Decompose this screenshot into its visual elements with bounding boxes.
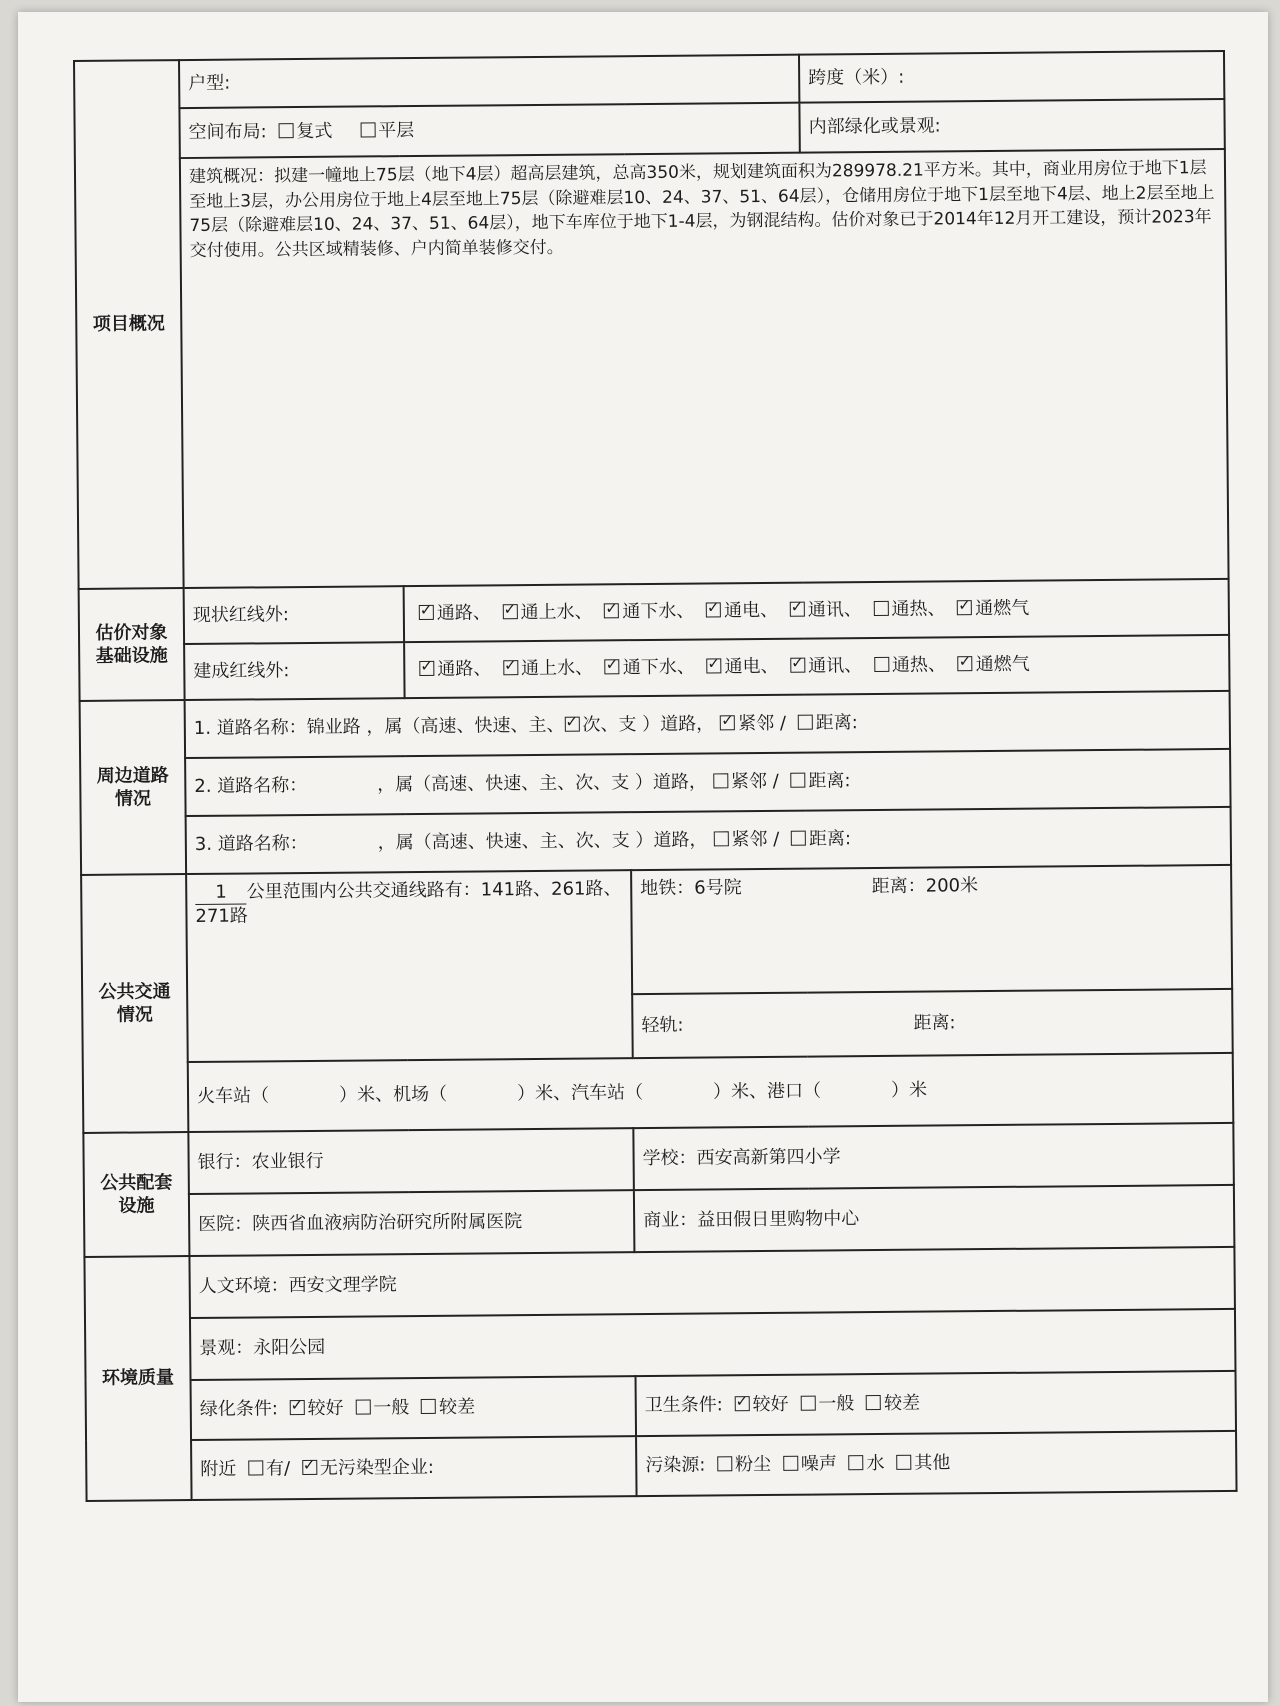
built-redline-options: ✓ 通路、 ✓通上水、 ✓通下水、 ✓通电、 ✓通讯、 通热、 ✓通燃气 (404, 635, 1229, 698)
built-road-checkbox[interactable] (419, 661, 434, 676)
built-power-checkbox[interactable] (706, 659, 721, 674)
greening-average-checkbox[interactable] (355, 1400, 370, 1415)
current-gas-label: 通燃气 (975, 597, 1030, 620)
road-3-row (186, 807, 1231, 874)
train-station-blank[interactable] (269, 1101, 339, 1102)
sanitation-average-label: 一般 (818, 1393, 855, 1415)
sanitation-condition-label: 卫生条件: (644, 1394, 723, 1417)
flat-label: 平层 (378, 120, 415, 142)
infra-title-line1: 估价对象 (95, 621, 168, 644)
pollution-yes-label: 有/ (265, 1458, 291, 1480)
current-gas-checkbox[interactable] (957, 600, 972, 615)
noise-label: 噪声 (800, 1453, 837, 1475)
light-rail-cell (632, 989, 1233, 1058)
unit-type-field[interactable] (179, 55, 799, 108)
duplex-checkbox[interactable] (278, 123, 293, 138)
current-telecom-label: 通讯 (807, 599, 844, 621)
water-checkbox[interactable] (848, 1455, 863, 1470)
built-heating-checkbox[interactable] (874, 657, 889, 672)
airport-blank[interactable] (447, 1099, 517, 1100)
metro-cell (631, 865, 1232, 994)
road-2-separator: / (766, 771, 785, 793)
port-label: ）米、港口（ (712, 1080, 822, 1103)
building-description: 建筑概况：拟建一幢地上75层（地下4层）超高层建筑，总高350米，规划建筑面积为289978.21平方米。其中，商业用房位于地下1层至地上3层，办公用房位于地上4层至地上75层（除避难层10、24、37、51、64层），仓储用房位于地下1层至地下4层、地上2层至地上75层（除避难层10、24、37、51、64层），地下车库位于地下1-4层，为钢混结构。估价对象已于2014年12月开工建设，预计2023年交付使用。公共区域精装修、户内简单装修交付。 (180, 149, 1229, 588)
road-3-separator: / (767, 829, 786, 851)
greening-condition-cell (191, 1376, 637, 1440)
landscape-cell: 景观：永阳公园 (190, 1309, 1236, 1380)
road-1-distance-checkbox[interactable] (798, 715, 813, 730)
dust-checkbox[interactable] (717, 1457, 732, 1472)
section-public-facilities (83, 1132, 189, 1257)
current-power-checkbox[interactable] (706, 603, 721, 618)
current-power-label: 通电 (723, 600, 761, 622)
section-surrounding-roads (80, 700, 187, 875)
train-station-label: 火车站（ (196, 1085, 270, 1108)
transit-title-line1: 公共交通 (98, 980, 171, 1003)
current-road-checkbox[interactable] (419, 605, 434, 620)
metro-distance: 距离：200米 (871, 875, 979, 898)
hospital-cell: 医院：陕西省血液病防治研究所附属医院 (189, 1190, 635, 1256)
light-rail-distance: 距离: (913, 1012, 956, 1034)
road-2-prefix: 2. 道路名称： (194, 775, 308, 798)
road-3-distance-label: 距离: (808, 828, 852, 850)
pollution-no-label: 无污染型企业: (319, 1457, 435, 1480)
roads-title-line2: 情况 (114, 788, 152, 810)
built-drainage-label: 通下水 (622, 657, 677, 679)
road-1-separator: / (774, 713, 792, 735)
road-2-name-blank[interactable] (307, 791, 377, 792)
pollution-prefix: 附近 (200, 1458, 237, 1481)
survey-form-table (73, 50, 1238, 1502)
current-drainage-checkbox[interactable] (604, 604, 619, 619)
road-1-row (185, 691, 1230, 758)
current-telecom-checkbox[interactable] (790, 602, 805, 617)
road-3-adjacent-checkbox[interactable] (713, 832, 728, 847)
other-label: 其他 (914, 1452, 951, 1475)
paper-sheet (18, 12, 1268, 1702)
sanitation-poor-label: 较差 (883, 1392, 921, 1415)
section-public-transit (81, 874, 188, 1133)
built-telecom-checkbox[interactable] (790, 658, 805, 673)
stations-row (188, 1053, 1234, 1132)
bank-cell: 银行：农业银行 (188, 1128, 634, 1194)
bus-lines-text: 公里范围内公共交通线路有：141路、261路、271路 (195, 878, 622, 928)
built-water-supply-label: 通上水 (520, 657, 576, 680)
built-heating-label: 通热 (891, 654, 929, 677)
sanitation-poor-checkbox[interactable] (866, 1395, 881, 1410)
road-2-adjacent-checkbox[interactable] (713, 774, 728, 789)
road-1-class-text: 次、支 ）道路， (582, 713, 715, 736)
roads-title-line1: 周边道路 (96, 764, 169, 787)
facilities-title-line2: 设施 (118, 1195, 155, 1217)
transit-title-line2: 情况 (116, 1004, 153, 1026)
current-redline-options: ✓ 通路、 ✓通上水、 ✓通下水、 ✓通电、 ✓通讯、 通热、 ✓通燃气 (404, 579, 1229, 642)
section-project-overview: 项目概况 (74, 60, 184, 589)
section-environment-quality: 环境质量 (84, 1256, 191, 1501)
road-2-adjacent-label: 紧邻 (730, 771, 768, 793)
current-road-label: 通路 (436, 602, 473, 625)
road-1-adjacent-checkbox[interactable] (720, 716, 735, 731)
current-water-supply-label: 通上水 (520, 601, 575, 624)
greening-good-label: 较好 (307, 1397, 344, 1420)
built-gas-label: 通燃气 (975, 653, 1030, 676)
pollution-enterprise-cell (191, 1436, 637, 1500)
bus-lines-cell (186, 870, 633, 1062)
built-power-label: 通电 (724, 656, 761, 678)
metro-label: 地铁：6号院 (640, 877, 742, 900)
road-1-prefix: 1. 道路名称：锦业路 ，属（高速、快速、主、 (193, 715, 565, 740)
noise-checkbox[interactable] (783, 1456, 798, 1471)
road-3-name-blank[interactable] (308, 849, 378, 850)
road-3-distance-checkbox[interactable] (791, 831, 806, 846)
bus-station-blank[interactable] (643, 1098, 713, 1099)
span-label: 跨度（米）: (808, 67, 905, 89)
culture-cell: 人文环境：西安文理学院 (189, 1247, 1235, 1318)
unit-type-label: 户型: (188, 72, 231, 95)
port-blank[interactable] (821, 1096, 891, 1097)
duplex-label: 复式 (296, 121, 333, 143)
sanitation-good-label: 较好 (752, 1394, 789, 1416)
greening-good-checkbox[interactable] (290, 1400, 305, 1415)
space-layout-field[interactable] (179, 103, 799, 158)
flat-checkbox[interactable] (360, 123, 375, 138)
greening-field[interactable] (799, 99, 1224, 153)
dust-label: 粉尘 (735, 1454, 772, 1476)
current-heating-checkbox[interactable] (873, 601, 888, 616)
current-redline-label: 现状红线外: (184, 586, 404, 644)
road-2-row (185, 749, 1230, 816)
pollution-yes-checkbox[interactable] (248, 1461, 263, 1476)
sanitation-good-checkbox[interactable] (735, 1396, 750, 1411)
infra-title-line2: 基础设施 (95, 645, 168, 667)
span-field[interactable] (799, 51, 1224, 103)
road-3-adjacent-label: 紧邻 (731, 829, 768, 851)
school-cell: 学校：西安高新第四小学 (633, 1123, 1234, 1190)
commerce-cell: 商业：益田假日里购物中心 (634, 1185, 1235, 1252)
built-drainage-checkbox[interactable] (605, 660, 620, 675)
sanitation-average-checkbox[interactable] (800, 1396, 815, 1411)
bus-range-value[interactable]: 1 (195, 881, 247, 906)
other-checkbox[interactable] (896, 1455, 911, 1470)
greening-condition-label: 绿化条件: (199, 1398, 278, 1421)
sanitation-condition-cell (636, 1371, 1237, 1436)
road-2-class-text: ，属（高速、快速、主、次、支 ）道路， (377, 771, 708, 796)
stations-unit: ）米 (890, 1079, 928, 1102)
greening-poor-label: 较差 (438, 1396, 476, 1419)
built-road-label: 通路 (437, 658, 474, 681)
pollution-source-label: 污染源: (645, 1454, 706, 1477)
road-3-prefix: 3. 道路名称： (194, 833, 308, 856)
road-3-class-text: ，属（高速、快速、主、次、支 ）道路， (377, 829, 708, 854)
greening-poor-checkbox[interactable] (421, 1399, 436, 1414)
greening-label: 内部绿化或景观: (808, 115, 941, 138)
greening-average-label: 一般 (373, 1397, 410, 1419)
current-drainage-label: 通下水 (622, 601, 677, 623)
road-2-distance-label: 距离: (808, 770, 851, 792)
road-1-distance-label: 距离: (815, 712, 858, 734)
water-label: 水 (866, 1453, 885, 1475)
pollution-source-cell (636, 1431, 1237, 1496)
built-gas-checkbox[interactable] (958, 656, 973, 671)
pollution-no-checkbox[interactable] (302, 1460, 317, 1475)
space-layout-label: 空间布局: (188, 121, 267, 144)
facilities-title-line1: 公共配套 (100, 1171, 173, 1194)
built-water-supply-checkbox[interactable] (503, 660, 518, 675)
airport-label: ）米、机场（ (338, 1084, 448, 1107)
built-redline-label: 建成红线外: (184, 642, 404, 700)
current-heating-label: 通热 (891, 598, 928, 621)
current-water-supply-checkbox[interactable] (503, 604, 518, 619)
road-1-adjacent-label: 紧邻 (738, 713, 775, 735)
road-1-secondary-checkbox[interactable] (564, 717, 579, 732)
section-infrastructure (79, 588, 185, 701)
road-2-distance-checkbox[interactable] (790, 773, 805, 788)
bus-station-label: ）米、汽车站（ (516, 1082, 644, 1105)
light-rail-label: 轻轨: (641, 1015, 684, 1037)
built-telecom-label: 通讯 (808, 655, 845, 677)
